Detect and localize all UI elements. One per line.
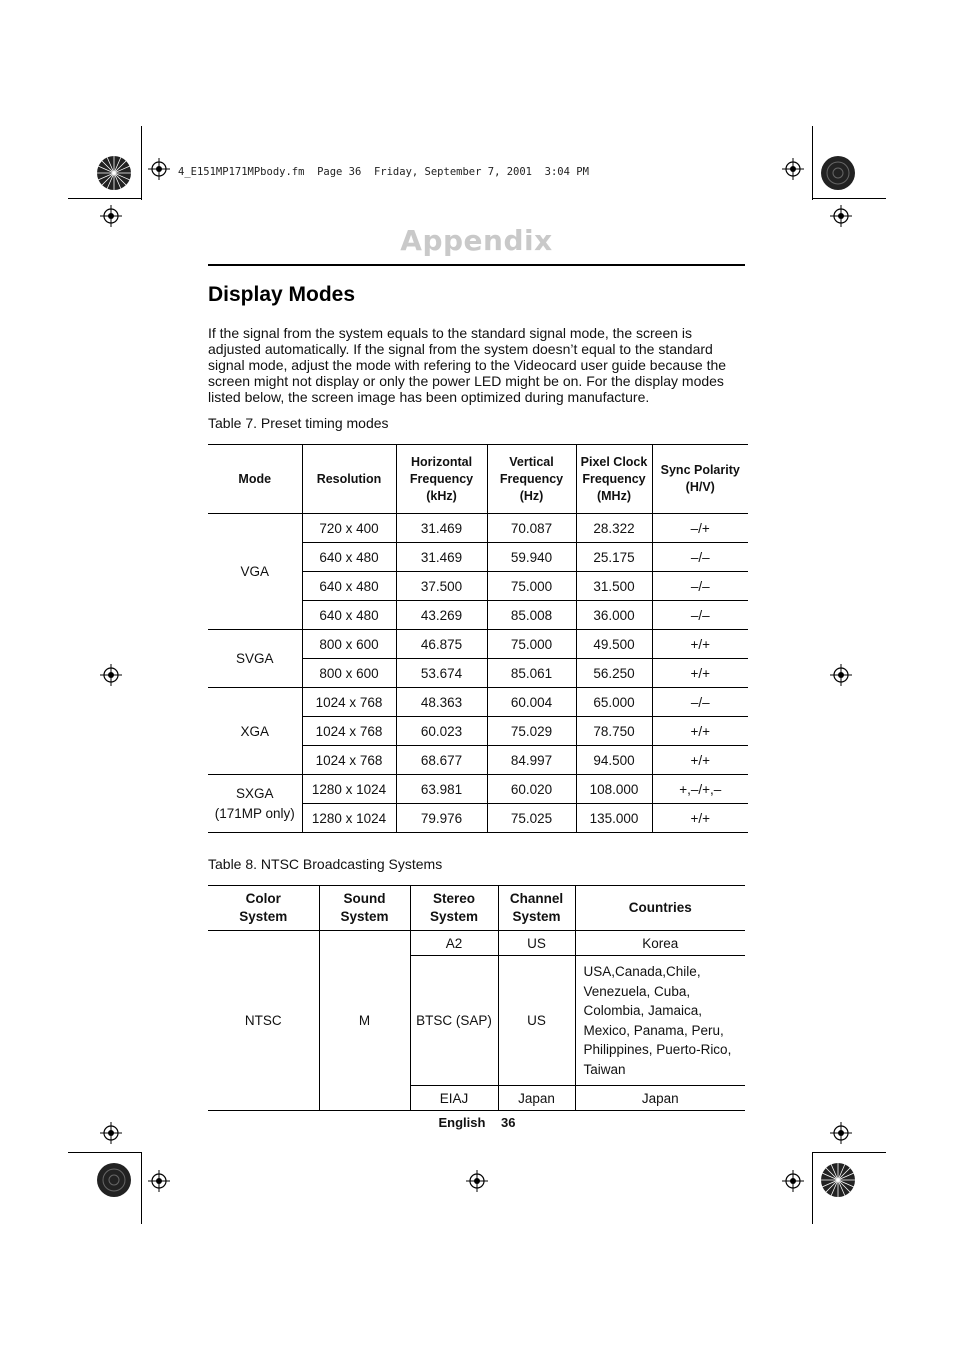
header-line: (H/V) — [685, 480, 715, 494]
hfreq-cell: 37.500 — [396, 572, 487, 601]
starburst-registration-icon — [96, 1162, 132, 1198]
color-system-cell: NTSC — [208, 931, 319, 1111]
pclk-cell: 65.000 — [576, 688, 652, 717]
hfreq-cell: 60.023 — [396, 717, 487, 746]
crosshair-registration-icon — [782, 1170, 804, 1192]
table8-caption: Table 8. NTSC Broadcasting Systems — [208, 856, 443, 872]
crop-mark — [68, 198, 142, 199]
crop-mark — [812, 126, 813, 200]
resolution-cell: 1024 x 768 — [302, 688, 396, 717]
resolution-cell: 640 x 480 — [302, 543, 396, 572]
crop-mark — [812, 1152, 813, 1224]
col-header-sound-system — [319, 886, 410, 931]
resolution-cell: 1024 x 768 — [302, 717, 396, 746]
countries-cell: Korea — [575, 931, 745, 956]
footer-language: English — [438, 1115, 486, 1130]
header-line: Stereo — [432, 891, 476, 906]
header-line: Frequency — [409, 471, 474, 486]
col-header-pixel-clock — [576, 445, 652, 514]
vfreq-cell: 75.000 — [487, 630, 576, 659]
country-line: Colombia, Jamaica, — [583, 1003, 703, 1018]
preset-timing-table — [208, 444, 748, 833]
hfreq-cell: 79.976 — [396, 804, 487, 833]
sync-cell: +/+ — [652, 630, 748, 659]
mode-cell — [208, 775, 302, 833]
vfreq-cell: 70.087 — [487, 514, 576, 543]
hfreq-cell: 43.269 — [396, 601, 487, 630]
resolution-cell: 1280 x 1024 — [302, 804, 396, 833]
footer-page-number: 36 — [501, 1115, 516, 1130]
table-row — [208, 931, 745, 956]
table7-caption: Table 7. Preset timing modes — [208, 415, 389, 431]
resolution-cell: 640 x 480 — [302, 601, 396, 630]
resolution-cell: 1280 x 1024 — [302, 775, 396, 804]
vfreq-cell: 75.029 — [487, 717, 576, 746]
resolution-cell: 1024 x 768 — [302, 746, 396, 775]
starburst-registration-icon — [820, 155, 856, 191]
stereo-cell: EIAJ — [410, 1086, 498, 1111]
countries-cell: Japan — [575, 1086, 745, 1111]
table-row — [208, 514, 748, 543]
header-line: (kHz) — [426, 488, 457, 503]
col-header-countries: Countries — [575, 886, 745, 931]
country-line: USA,Canada,Chile, — [583, 964, 701, 979]
pclk-cell: 135.000 — [576, 804, 652, 833]
pclk-cell: 31.500 — [576, 572, 652, 601]
header-line: System — [239, 909, 288, 924]
col-header-stereo-system — [410, 886, 498, 931]
pclk-cell: 56.250 — [576, 659, 652, 688]
crosshair-registration-icon — [148, 158, 170, 180]
resolution-cell: 800 x 600 — [302, 659, 396, 688]
crosshair-registration-icon — [100, 664, 122, 686]
hfreq-cell: 48.363 — [396, 688, 487, 717]
table-row — [208, 775, 748, 804]
pclk-cell: 36.000 — [576, 601, 652, 630]
sync-cell: +/+ — [652, 746, 748, 775]
header-line: Color — [245, 891, 281, 906]
sync-cell: +/+ — [652, 804, 748, 833]
intro-paragraph: If the signal from the system equals to the standard signal mode, the screen is adjusted automatically. If the signal from the system doesn’t equal to the standard signal mode, adjust the mode with refering to the Videocard user guide because the screen might not display or only the power LED might be on. For the display modes listed below, the screen image has been optimized during manufacture. — [208, 325, 727, 405]
sync-cell: –/– — [652, 601, 748, 630]
crop-mark — [141, 126, 142, 200]
hfreq-cell: 53.674 — [396, 659, 487, 688]
vfreq-cell: 84.997 — [487, 746, 576, 775]
vfreq-cell: 85.061 — [487, 659, 576, 688]
channel-cell: Japan — [498, 1086, 575, 1111]
crosshair-registration-icon — [466, 1170, 488, 1192]
appendix-title: Appendix — [400, 224, 553, 257]
table-row — [208, 688, 748, 717]
sync-cell: +/+ — [652, 717, 748, 746]
sound-system-cell: M — [319, 931, 410, 1111]
header-line: (MHz) — [596, 488, 631, 503]
sync-cell: +,–/+,– — [652, 775, 748, 804]
crop-mark — [68, 1152, 142, 1153]
page-footer — [0, 1115, 954, 1130]
pclk-cell: 25.175 — [576, 543, 652, 572]
mode-label: SXGA — [235, 785, 274, 801]
vfreq-cell: 59.940 — [487, 543, 576, 572]
header-line: System — [429, 909, 479, 924]
channel-cell: US — [498, 956, 575, 1086]
sync-cell: –/– — [652, 543, 748, 572]
header-line: Vertical — [509, 454, 554, 469]
crop-mark — [812, 1152, 886, 1153]
sync-cell: +/+ — [652, 659, 748, 688]
resolution-cell: 800 x 600 — [302, 630, 396, 659]
crosshair-registration-icon — [830, 664, 852, 686]
stereo-cell: BTSC (SAP) — [410, 956, 498, 1086]
header-line: Sound — [343, 891, 386, 906]
header-line: Sync Polarity — [660, 463, 740, 477]
country-line: Philippines, Puerto-Rico, — [583, 1042, 732, 1057]
col-header-resolution: Resolution — [302, 445, 396, 514]
header-line: Frequency — [499, 471, 564, 486]
file-header: 4_E151MP171MPbody.fm Page 36 Friday, September 7, 2001 3:04 PM — [178, 166, 589, 178]
mode-cell: VGA — [208, 514, 302, 630]
hfreq-cell: 31.469 — [396, 514, 487, 543]
hfreq-cell: 31.469 — [396, 543, 487, 572]
vfreq-cell: 60.020 — [487, 775, 576, 804]
hfreq-cell: 63.981 — [396, 775, 487, 804]
country-line: Venezuela, Cuba, — [583, 983, 691, 999]
crop-mark — [141, 1152, 142, 1224]
col-header-horizontal-frequency — [396, 445, 487, 514]
mode-note: (171MP only) — [214, 805, 295, 821]
resolution-cell: 720 x 400 — [302, 514, 396, 543]
col-header-channel-system — [498, 886, 575, 931]
header-line: Channel — [509, 891, 564, 906]
pclk-cell: 49.500 — [576, 630, 652, 659]
vfreq-cell: 85.008 — [487, 601, 576, 630]
country-line: Mexico, Panama, Peru, — [583, 1022, 724, 1038]
crosshair-registration-icon — [830, 205, 852, 227]
title-rule — [208, 264, 745, 266]
table-row — [208, 630, 748, 659]
mode-cell: SVGA — [208, 630, 302, 688]
header-line: System — [512, 909, 561, 924]
ntsc-broadcasting-table — [208, 885, 745, 1111]
channel-cell: US — [498, 931, 575, 956]
stereo-cell: A2 — [410, 931, 498, 956]
hfreq-cell: 68.677 — [396, 746, 487, 775]
crop-mark — [812, 198, 886, 199]
pclk-cell: 108.000 — [576, 775, 652, 804]
header-line: (Hz) — [519, 488, 544, 503]
country-line: Taiwan — [583, 1061, 626, 1077]
sync-cell: –/– — [652, 572, 748, 601]
pclk-cell: 94.500 — [576, 746, 652, 775]
countries-cell — [575, 956, 745, 1086]
vfreq-cell: 75.000 — [487, 572, 576, 601]
pclk-cell: 28.322 — [576, 514, 652, 543]
crosshair-registration-icon — [782, 158, 804, 180]
col-header-sync-polarity — [652, 445, 748, 514]
vfreq-cell: 60.004 — [487, 688, 576, 717]
starburst-registration-icon — [96, 155, 132, 191]
starburst-registration-icon — [820, 1162, 856, 1198]
col-header-color-system — [208, 886, 319, 931]
section-title: Display Modes — [208, 283, 356, 306]
header-line: Pixel Clock — [580, 454, 648, 469]
header-line: Frequency — [582, 471, 646, 486]
sync-cell: –/– — [652, 688, 748, 717]
hfreq-cell: 46.875 — [396, 630, 487, 659]
resolution-cell: 640 x 480 — [302, 572, 396, 601]
header-line: System — [340, 909, 389, 924]
col-header-mode: Mode — [208, 445, 302, 514]
mode-cell: XGA — [208, 688, 302, 775]
vfreq-cell: 75.025 — [487, 804, 576, 833]
sync-cell: –/+ — [652, 514, 748, 543]
header-line: Horizontal — [410, 454, 473, 469]
crosshair-registration-icon — [100, 205, 122, 227]
pclk-cell: 78.750 — [576, 717, 652, 746]
crosshair-registration-icon — [148, 1170, 170, 1192]
col-header-vertical-frequency — [487, 445, 576, 514]
